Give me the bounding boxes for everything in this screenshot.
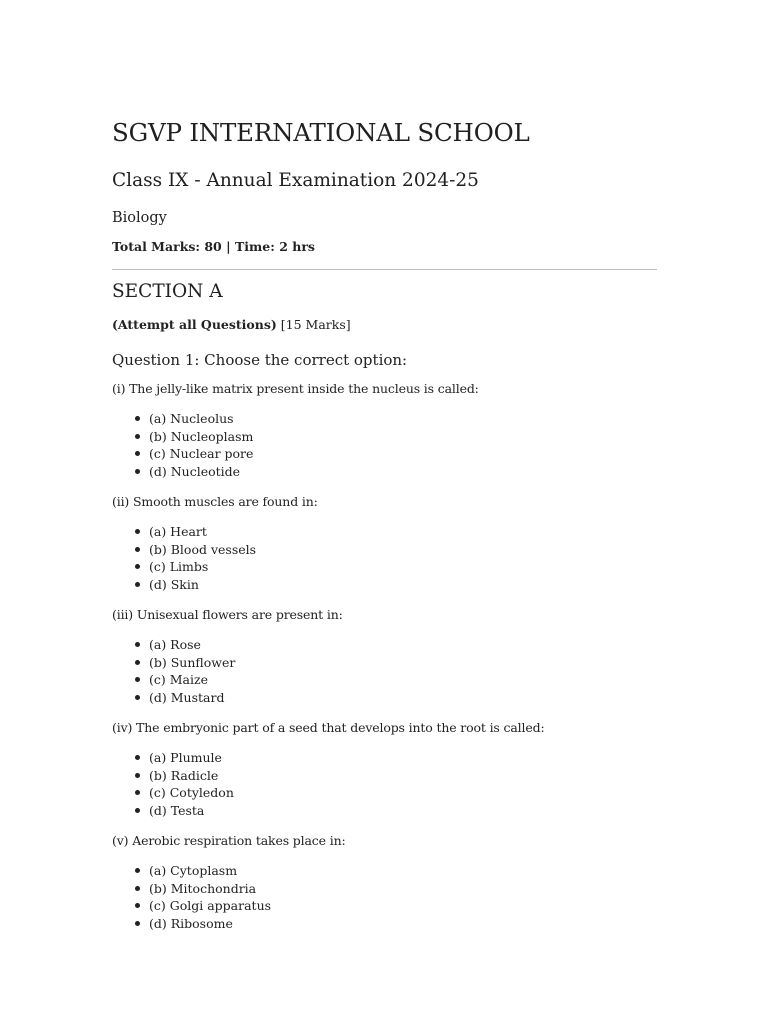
- option-label: (d) Ribosome: [149, 915, 233, 931]
- bullet-icon: [135, 529, 140, 534]
- instruction-marks: [15 Marks]: [280, 317, 351, 332]
- option-item: [112, 541, 657, 559]
- bullet-icon: [135, 416, 140, 421]
- option-label: (a) Cytoplasm: [149, 863, 238, 878]
- option-item: [112, 445, 657, 463]
- bullet-icon: [135, 660, 140, 665]
- bullet-icon: [135, 808, 140, 813]
- option-list: [112, 636, 657, 706]
- marks-and-time: Total Marks: 80 | Time: 2 hrs: [112, 239, 315, 254]
- option-label: (a) Plumule: [149, 750, 222, 765]
- option-item: [112, 558, 657, 576]
- option-item: [112, 862, 657, 880]
- option-label: (b) Blood vessels: [149, 541, 257, 557]
- option-label: (b) Radicle: [149, 767, 219, 783]
- question-text: (iv) The embryonic part of a seed that develops into the root is called:: [112, 720, 545, 735]
- question-text: (v) Aerobic respiration takes place in:: [112, 833, 346, 848]
- exam-title: Class IX - Annual Examination 2024-25: [112, 170, 479, 191]
- option-item: [112, 767, 657, 785]
- option-list: [112, 523, 657, 593]
- option-list: [112, 862, 657, 932]
- option-label: (c) Limbs: [149, 559, 209, 575]
- instruction-bold: (Attempt all Questions): [112, 317, 277, 332]
- question-item: [112, 606, 657, 706]
- option-label: (a) Nucleolus: [149, 411, 234, 426]
- option-label: (d) Testa: [149, 802, 205, 818]
- bullet-icon: [135, 434, 140, 439]
- bullet-icon: [135, 868, 140, 873]
- bullet-icon: [135, 564, 140, 569]
- option-label: (c) Maize: [149, 672, 208, 688]
- subject-name: Biology: [112, 210, 167, 226]
- option-label: (a) Heart: [149, 524, 207, 539]
- option-label: (c) Golgi apparatus: [149, 898, 272, 914]
- option-item: [112, 671, 657, 689]
- bullet-icon: [135, 547, 140, 552]
- bullet-icon: [135, 886, 140, 891]
- question-item: [112, 832, 657, 932]
- option-item: [112, 576, 657, 594]
- bullet-icon: [135, 773, 140, 778]
- option-item: [112, 636, 657, 654]
- option-item: [112, 784, 657, 802]
- bullet-icon: [135, 921, 140, 926]
- option-item: [112, 654, 657, 672]
- question-text: (i) The jelly-like matrix present inside the nucleus is called:: [112, 381, 479, 396]
- option-item: [112, 523, 657, 541]
- question-item: [112, 719, 657, 819]
- option-item: [112, 463, 657, 481]
- option-label: (b) Mitochondria: [149, 880, 257, 896]
- option-item: [112, 897, 657, 915]
- option-item: [112, 428, 657, 446]
- bullet-icon: [135, 582, 140, 587]
- option-list: [112, 410, 657, 480]
- school-name: SGVP INTERNATIONAL SCHOOL: [112, 118, 530, 147]
- option-label: (b) Nucleoplasm: [149, 428, 254, 444]
- bullet-icon: [135, 677, 140, 682]
- option-item: [112, 915, 657, 933]
- option-label: (d) Skin: [149, 576, 199, 592]
- question-item: [112, 493, 657, 593]
- option-list: [112, 749, 657, 819]
- option-label: (b) Sunflower: [149, 654, 236, 670]
- section-instruction: [112, 317, 351, 332]
- option-item: [112, 410, 657, 428]
- bullet-icon: [135, 469, 140, 474]
- bullet-icon: [135, 451, 140, 456]
- option-label: (c) Nuclear pore: [149, 446, 254, 462]
- question-text: (iii) Unisexual flowers are present in:: [112, 607, 343, 622]
- option-label: (c) Cotyledon: [149, 785, 234, 801]
- option-item: [112, 802, 657, 820]
- bullet-icon: [135, 695, 140, 700]
- option-item: [112, 689, 657, 707]
- bullet-icon: [135, 642, 140, 647]
- bullet-icon: [135, 755, 140, 760]
- question-text: (ii) Smooth muscles are found in:: [112, 494, 318, 509]
- option-label: (a) Rose: [149, 637, 201, 652]
- section-divider: [112, 269, 657, 270]
- option-item: [112, 749, 657, 767]
- option-item: [112, 880, 657, 898]
- bullet-icon: [135, 790, 140, 795]
- question-item: [112, 380, 657, 480]
- bullet-icon: [135, 903, 140, 908]
- question-heading: Question 1: Choose the correct option:: [112, 351, 408, 369]
- section-title: SECTION A: [112, 281, 223, 302]
- option-label: (d) Nucleotide: [149, 463, 241, 479]
- option-label: (d) Mustard: [149, 689, 225, 705]
